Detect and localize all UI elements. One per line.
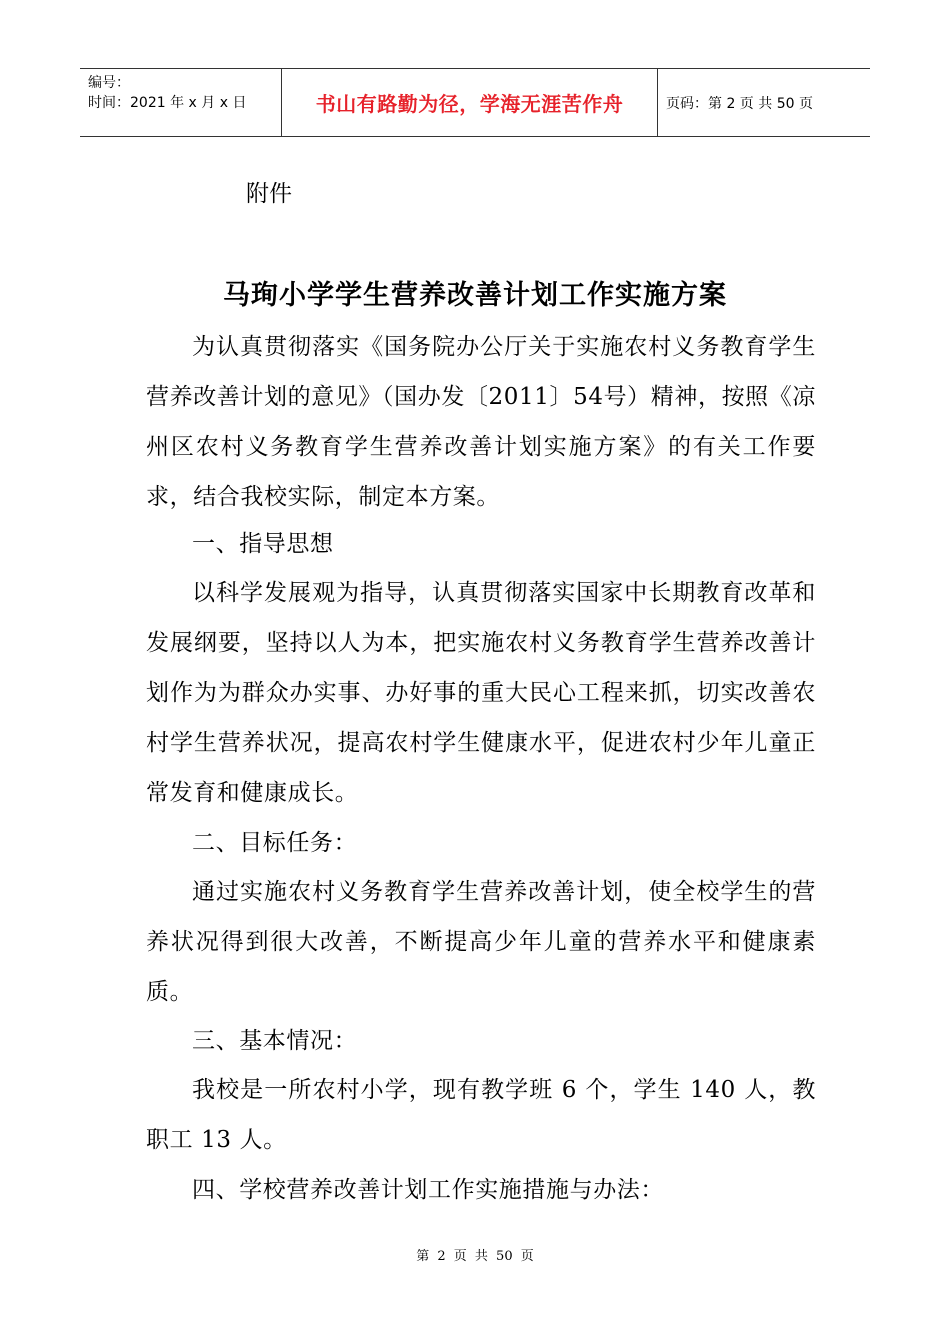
section-body-goals: 通过实施农村义务教育学生营养改善计划，使全校学生的营养状况得到很大改善，不断提高少年儿童的营养水平和健康素质。 bbox=[146, 879, 816, 1005]
document-time-label: 时间：2021 年 x 月 x 日 bbox=[88, 95, 247, 111]
section-body-guiding-ideology: 以科学发展观为指导，认真贯彻落实国家中长期教育改革和发展纲要，坚持以人为本，把实施农村义务教育学生营养改善计划作为为群众办实事、办好事的重大民心工程来抓，切实改善农村学生营养状况，提高农村学生健康水平，促进农村少年儿童正常发育和健康成长。 bbox=[146, 580, 816, 806]
header-motto: 书山有路勤为径，学海无涯苦作舟 bbox=[282, 69, 658, 136]
intro-paragraph: 为认真贯彻落实《国务院办公厅关于实施农村义务教育学生营养改善计划的意见》（国办发〔2011〕54号）精神，按照《凉州区农村义务教育学生营养改善计划实施方案》的有关工作要求，结合我校实际，制定本方案。 bbox=[146, 334, 816, 510]
section-body-basic-situation: 我校是一所农村小学，现有教学班 6 个，学生 140 人，教职工 13 人。 bbox=[146, 1077, 816, 1153]
document-number-label: 编号： bbox=[88, 75, 130, 91]
section-heading-goals: 二、目标任务： bbox=[192, 830, 358, 856]
document-title: 马珣小学学生营养改善计划工作实施方案 bbox=[223, 280, 727, 311]
header-meta-cell bbox=[80, 69, 282, 136]
page-header bbox=[80, 68, 870, 137]
page-footer: 第 2 页 共 50 页 bbox=[416, 1249, 534, 1264]
section-heading-measures: 四、学校营养改善计划工作实施措施与办法： bbox=[192, 1177, 664, 1203]
attachment-label: 附件 bbox=[246, 181, 292, 207]
header-page-info: 页码：第 2 页 共 50 页 bbox=[666, 95, 813, 112]
section-heading-guiding-ideology: 一、指导思想 bbox=[192, 531, 334, 557]
section-heading-basic-situation: 三、基本情况： bbox=[192, 1028, 358, 1054]
